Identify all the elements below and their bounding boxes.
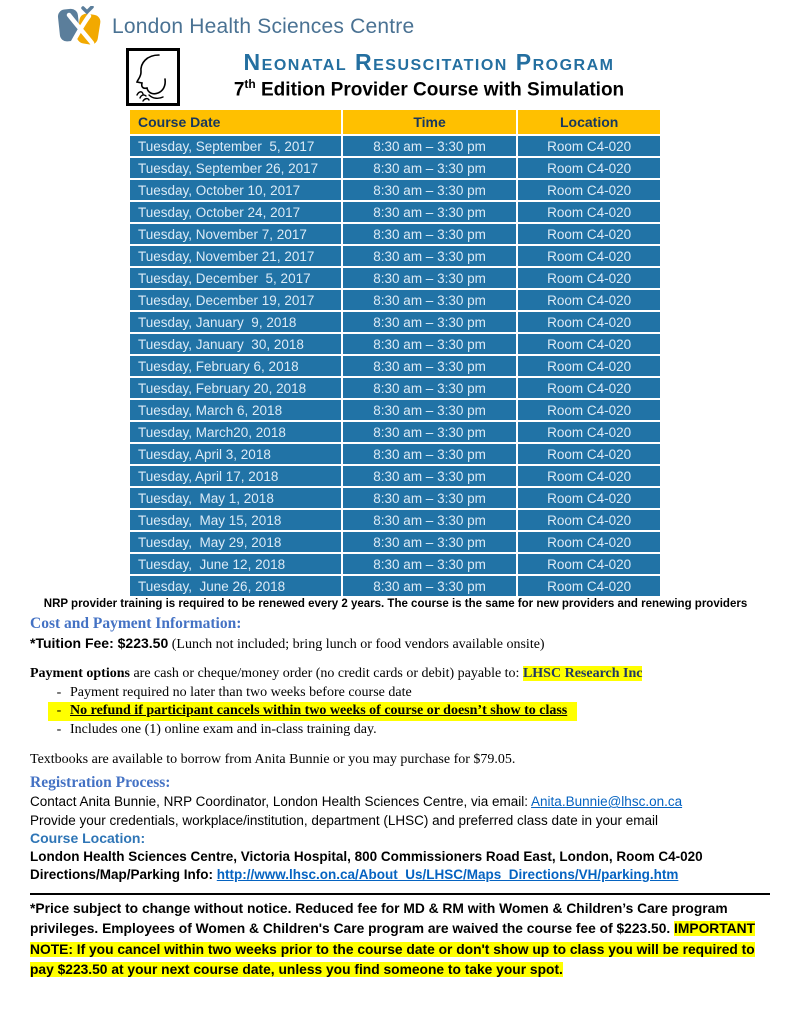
lhsc-logo-header [56, 6, 414, 48]
course-time-cell: 8:30 am – 3:30 pm [342, 333, 518, 355]
course-time-cell: 8:30 am – 3:30 pm [342, 355, 518, 377]
course-location-cell: Room C4-020 [517, 245, 661, 267]
course-time-cell: 8:30 am – 3:30 pm [342, 135, 518, 157]
nrp-baby-icon [126, 48, 180, 106]
course-location-cell: Room C4-020 [517, 201, 661, 223]
titles [194, 48, 664, 102]
course-time-cell: 8:30 am – 3:30 pm [342, 201, 518, 223]
bullet-includes-exam [48, 721, 765, 739]
bullet-text: Payment required no later than two weeks before course date [70, 685, 412, 700]
course-time-cell: 8:30 am – 3:30 pm [342, 575, 518, 597]
course-schedule-table [128, 108, 662, 598]
tuition-fee-detail: (Lunch not included; bring lunch or food vendors available onsite) [168, 637, 545, 652]
payment-options-line [30, 665, 765, 683]
course-time-cell: 8:30 am – 3:30 pm [342, 465, 518, 487]
course-time-cell: 8:30 am – 3:30 pm [342, 443, 518, 465]
course-time-cell: 8:30 am – 3:30 pm [342, 421, 518, 443]
course-location-cell: Room C4-020 [517, 465, 661, 487]
course-time-cell: 8:30 am – 3:30 pm [342, 267, 518, 289]
course-location-cell: Room C4-020 [517, 311, 661, 333]
textbooks-line: Textbooks are available to borrow from Anita Bunnie or you may purchase for $79.05. [30, 752, 516, 767]
table-row [129, 487, 661, 509]
table-row [129, 421, 661, 443]
table-row [129, 135, 661, 157]
course-date-cell: Tuesday, December 5, 2017 [129, 267, 342, 289]
course-date-cell: Tuesday, June 26, 2018 [129, 575, 342, 597]
divider-line [30, 893, 770, 895]
tuition-fee-line [30, 634, 765, 654]
subtitle-number: 7 [233, 79, 245, 101]
payment-options-label: Payment options [30, 666, 130, 681]
course-date-cell: Tuesday, October 24, 2017 [129, 201, 342, 223]
parking-url-link[interactable]: http://www.lhsc.on.ca/About_Us/LHSC/Maps_Directions/VH/parking.htm [216, 867, 679, 882]
table-row [129, 179, 661, 201]
course-date-cell: Tuesday, May 15, 2018 [129, 509, 342, 531]
course-date-cell: Tuesday, January 30, 2018 [129, 333, 342, 355]
table-row [129, 157, 661, 179]
bullet-dash: - [56, 721, 62, 737]
page-subtitle [194, 77, 664, 102]
important-note-highlight: IMPORTANT NOTE: If you cancel within two weeks prior to the course date or don't show up to class you will be required to pay $223.50 at your next course date, unless you find someone to take your spot. [30, 921, 756, 978]
course-location-cell: Room C4-020 [517, 421, 661, 443]
price-disclaimer-text: *Price subject to change without notice. Reduced fee for MD & RM with Women & Children’s Care program privileges. Employees of Women & Children's Care program are waived the course fee of $223.50. [30, 901, 728, 937]
table-row [129, 355, 661, 377]
footer-disclaimer [30, 899, 770, 981]
table-row [129, 245, 661, 267]
table-row [129, 443, 661, 465]
table-row [129, 377, 661, 399]
directions-line [30, 866, 765, 884]
course-time-cell: 8:30 am – 3:30 pm [342, 553, 518, 575]
course-time-cell: 8:30 am – 3:30 pm [342, 399, 518, 421]
course-date-cell: Tuesday, November 7, 2017 [129, 223, 342, 245]
page-title: Neonatal Resuscitation Program [243, 49, 615, 75]
bullet-text: No refund if participant cancels within two weeks of course or doesn’t show to class [70, 703, 568, 719]
table-row [129, 465, 661, 487]
course-time-cell: 8:30 am – 3:30 pm [342, 509, 518, 531]
table-header-row [129, 109, 661, 135]
bullet-payment-deadline [48, 684, 765, 702]
course-date-cell: Tuesday, October 10, 2017 [129, 179, 342, 201]
table-row [129, 509, 661, 531]
course-date-cell: Tuesday, February 20, 2018 [129, 377, 342, 399]
table-row [129, 575, 661, 597]
column-header-time: Time [342, 109, 518, 135]
course-location-cell: Room C4-020 [517, 267, 661, 289]
table-row [129, 553, 661, 575]
bullet-dash: - [56, 703, 62, 719]
course-location-cell: Room C4-020 [517, 399, 661, 421]
column-header-course-date: Course Date [129, 109, 342, 135]
column-header-location: Location [517, 109, 661, 135]
course-location-cell: Room C4-020 [517, 443, 661, 465]
course-location-cell: Room C4-020 [517, 553, 661, 575]
course-location-cell: Room C4-020 [517, 179, 661, 201]
course-date-cell: Tuesday, December 19, 2017 [129, 289, 342, 311]
course-date-cell: Tuesday, March20, 2018 [129, 421, 342, 443]
table-row [129, 333, 661, 355]
course-location-cell: Room C4-020 [517, 531, 661, 553]
course-date-cell: Tuesday, April 17, 2018 [129, 465, 342, 487]
course-time-cell: 8:30 am – 3:30 pm [342, 311, 518, 333]
cost-payment-heading: Cost and Payment Information: [30, 615, 242, 632]
lhsc-logo-text: London Health Sciences Centre [112, 15, 415, 38]
course-time-cell: 8:30 am – 3:30 pm [342, 157, 518, 179]
subtitle-ordinal: th [244, 77, 256, 92]
contact-text: Contact Anita Bunnie, NRP Coordinator, London Health Sciences Centre, via email: [30, 794, 532, 809]
course-time-cell: 8:30 am – 3:30 pm [342, 377, 518, 399]
course-location-cell: Room C4-020 [517, 487, 661, 509]
course-time-cell: 8:30 am – 3:30 pm [342, 223, 518, 245]
course-location-cell: Room C4-020 [517, 157, 661, 179]
bullet-dash: - [56, 685, 62, 700]
table-row [129, 531, 661, 553]
course-location-cell: Room C4-020 [517, 135, 661, 157]
email-link[interactable]: Anita.Bunnie@lhsc.on.ca [531, 794, 683, 809]
bullet-text: Includes one (1) online exam and in-class training day. [70, 721, 377, 737]
course-date-cell: Tuesday, June 12, 2018 [129, 553, 342, 575]
course-time-cell: 8:30 am – 3:30 pm [342, 531, 518, 553]
table-row [129, 201, 661, 223]
bullet-no-refund [48, 702, 577, 720]
renewal-note: NRP provider training is required to be renewed every 2 years. The course is the same for new providers and renewing providers [43, 598, 748, 610]
course-location-cell: Room C4-020 [517, 355, 661, 377]
course-time-cell: 8:30 am – 3:30 pm [342, 245, 518, 267]
course-time-cell: 8:30 am – 3:30 pm [342, 487, 518, 509]
directions-label: Directions/Map/Parking Info: [30, 867, 217, 882]
course-date-cell: Tuesday, May 29, 2018 [129, 531, 342, 553]
payee-highlight: LHSC Research Inc [522, 666, 643, 681]
table-row [129, 399, 661, 421]
course-date-cell: Tuesday, February 6, 2018 [129, 355, 342, 377]
course-location-heading: Course Location: [30, 830, 146, 846]
subtitle-text: Edition Provider Course with Simulation [255, 79, 625, 101]
course-date-cell: Tuesday, May 1, 2018 [129, 487, 342, 509]
address-line: London Health Sciences Centre, Victoria Hospital, 800 Commissioners Road East, London, Room C4-020 [30, 849, 703, 864]
table-row [129, 289, 661, 311]
course-time-cell: 8:30 am – 3:30 pm [342, 289, 518, 311]
course-location-cell: Room C4-020 [517, 377, 661, 399]
table-row [129, 267, 661, 289]
table-row [129, 311, 661, 333]
course-date-cell: Tuesday, March 6, 2018 [129, 399, 342, 421]
course-date-cell: Tuesday, September 26, 2017 [129, 157, 342, 179]
registration-heading: Registration Process: [30, 774, 171, 791]
lhsc-logo-icon [56, 6, 104, 48]
course-location-cell: Room C4-020 [517, 289, 661, 311]
course-table-body [129, 135, 661, 597]
course-date-cell: Tuesday, September 5, 2017 [129, 135, 342, 157]
payment-options-text: are cash or cheque/money order (no credit cards or debit) payable to: [129, 666, 523, 681]
title-block [126, 48, 664, 106]
credentials-line: Provide your credentials, workplace/institution, department (LHSC) and preferred class date in your email [30, 813, 659, 828]
contact-line [30, 793, 765, 811]
course-date-cell: Tuesday, November 21, 2017 [129, 245, 342, 267]
course-date-cell: Tuesday, January 9, 2018 [129, 311, 342, 333]
tuition-fee-amount: *Tuition Fee: $223.50 [30, 635, 169, 651]
course-time-cell: 8:30 am – 3:30 pm [342, 179, 518, 201]
course-date-cell: Tuesday, April 3, 2018 [129, 443, 342, 465]
course-location-cell: Room C4-020 [517, 509, 661, 531]
course-location-cell: Room C4-020 [517, 575, 661, 597]
course-location-cell: Room C4-020 [517, 333, 661, 355]
course-location-cell: Room C4-020 [517, 223, 661, 245]
payment-bullets [30, 684, 765, 739]
table-row [129, 223, 661, 245]
